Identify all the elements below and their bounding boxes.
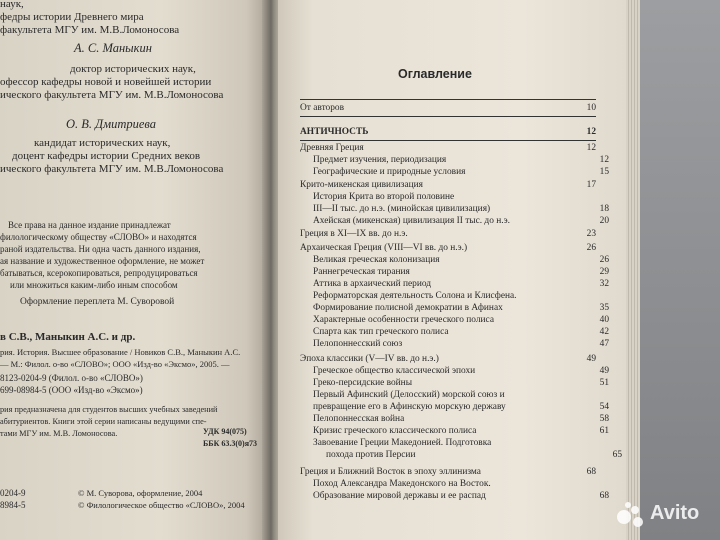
toc-entry: [300, 479, 609, 490]
toc-entry-title: История Крита во второй половине: [313, 192, 455, 202]
bbk: ББК 63.3(0)я73: [203, 439, 258, 448]
toc-entry-page: 47: [599, 339, 609, 349]
toc-entry: [300, 192, 609, 203]
toc-entry: [300, 438, 609, 449]
toc-entry-page: 42: [599, 327, 609, 337]
toc-rule: [300, 140, 596, 141]
cover-design-line: Оформление переплета М. Суворовой: [20, 297, 175, 307]
toc-entry-title: Пелопоннесская война: [313, 414, 405, 424]
toc-entry-page: 12: [586, 143, 596, 153]
toc-entry: [300, 450, 622, 461]
toc-entry-title: Пелопоннесский союз: [313, 339, 403, 349]
toc-entry-page: 61: [599, 426, 609, 436]
toc-entry: [300, 426, 609, 437]
toc-entry-title: Греция в XI—IX вв. до н.э.: [300, 229, 408, 239]
toc-entry-title: Великая греческая колонизация: [313, 255, 440, 265]
copyright-line: © Филологическое общество «СЛОВО», 2004: [78, 500, 245, 510]
toc-entry-title: Поход Александра Македонского на Восток.: [313, 479, 491, 489]
toc-entry: [300, 303, 609, 314]
toc-entry-page: 68: [599, 491, 609, 501]
purpose-line: тами МГУ им. М.В. Ломоносова.: [0, 429, 118, 438]
footer-isbn: 0204-9: [0, 488, 26, 498]
left-page: [0, 0, 268, 540]
toc-entry-page: 49: [586, 354, 596, 364]
toc-entry: [300, 267, 609, 278]
toc-entry: [300, 390, 609, 401]
toc-entry: [300, 366, 609, 377]
toc-entry: [300, 103, 596, 114]
toc-entry: [300, 229, 596, 240]
toc-entry: [300, 291, 609, 302]
toc-entry-title: Крито-микенская цивилизация: [300, 180, 423, 190]
toc-entry-page: 23: [586, 229, 596, 239]
toc-entry-title: Ахейская (микенская) цивилизация II тыс. до н.э.: [313, 216, 510, 226]
page-edges: [626, 0, 640, 540]
toc-entry-title: Архаическая Греция (VIII—VI вв. до н.э.): [300, 243, 468, 253]
copyright-line: © М. Суворова, оформление, 2004: [78, 488, 203, 498]
left-line: федры истории Древнего мира: [0, 11, 144, 23]
avito-text: Avito: [650, 502, 700, 524]
biblio-heading: в С.В., Маныкин А.С. и др.: [0, 331, 136, 343]
toc-entry-page: 26: [599, 255, 609, 265]
rights-line: ая название и художественное оформление, не может: [0, 256, 205, 266]
toc-entry-title: Раннегреческая тирания: [313, 267, 410, 277]
toc-entry-page: 65: [612, 450, 622, 460]
toc-entry: [300, 354, 596, 365]
toc-entry-title: Формирование полисной демократии в Афинах: [313, 303, 503, 313]
toc-entry-title: Завоевание Греции Македонией. Подготовка: [313, 438, 492, 448]
toc-entry-title: Образование мировой державы и ее распад: [313, 491, 486, 501]
udk: УДК 94(075): [203, 427, 247, 436]
left-line: ического факультета МГУ им. М.В.Ломоносова: [0, 89, 224, 101]
rights-line: или множиться каким-либо иным способом: [10, 280, 178, 290]
toc-entry: [300, 180, 596, 191]
toc-entry-title: превращение его в Афинскую морскую державу: [313, 402, 506, 412]
toc-entry-page: 12: [599, 155, 609, 165]
toc-entry-page: 26: [586, 243, 596, 253]
toc-entry-title: Греко-персидские войны: [313, 378, 412, 388]
isbn-line: 8123-0204-9 (Филол. о-во «СЛОВО»): [0, 373, 143, 383]
toc-entry-page: 12: [586, 127, 596, 137]
toc-entry-title: Древняя Греция: [300, 143, 364, 153]
background: [640, 0, 720, 540]
left-line: наук,: [0, 0, 24, 10]
toc-entry-title: От авторов: [300, 103, 345, 113]
purpose-line: абитуриентов. Книги этой серии написаны ведущими спе-: [0, 417, 207, 426]
left-line: факультета МГУ им. М.В.Ломоносова: [0, 24, 180, 36]
toc-entry: [300, 279, 609, 290]
purpose-line: рия предназначена для студентов высших учебных заведений: [0, 405, 218, 414]
toc-entry-page: 49: [599, 366, 609, 376]
toc-entry-title: похода против Персии: [326, 450, 416, 460]
toc-entry-title: Аттика в архаический период: [313, 279, 432, 289]
footer-isbn: 8984-5: [0, 500, 26, 510]
left-line: ического факультета МГУ им. М.В.Ломоносова: [0, 163, 224, 175]
toc-entry-page: 54: [599, 402, 609, 412]
toc-entry-page: 35: [599, 303, 609, 313]
toc-entry: [300, 491, 609, 502]
toc-entry-title: Первый Афинский (Делосский) морской союз и: [313, 390, 505, 400]
toc-entry: [300, 204, 609, 215]
toc-entry: [300, 339, 609, 350]
avito-watermark: [613, 500, 713, 530]
toc-entry: [300, 255, 609, 266]
author-name: А. С. Маныкин: [74, 41, 152, 55]
toc-entry-page: 15: [599, 167, 609, 177]
left-line: кандидат исторических наук,: [34, 137, 171, 149]
biblio-line: рия. История. Высшее образование / Новиков С.В., Маныкин А.С.: [0, 347, 241, 357]
left-line: офессор кафедры новой и новейшей истории: [0, 76, 212, 88]
rights-line: батываться, ксерокопироваться, репродуцироваться: [0, 268, 198, 278]
rights-line: раной издательства. Ни одна часть данного издания,: [0, 244, 201, 254]
toc-entry: [300, 127, 596, 138]
toc-entry: [300, 155, 609, 166]
toc-entry-title: Предмет изучения, периодизация: [313, 155, 447, 165]
right-page: [278, 0, 628, 540]
left-line: доктор исторических наук,: [70, 63, 196, 75]
toc-rule: [300, 99, 596, 100]
toc-entry-page: 40: [599, 315, 609, 325]
toc-entry: [300, 167, 609, 178]
toc-entry-page: 32: [599, 279, 609, 289]
biblio-line: — М.: Филол. о-во «СЛОВО»; ООО «Изд-во «Эксмо», 2005. —: [0, 359, 230, 369]
author-name: О. В. Дмитриева: [66, 117, 157, 131]
toc-entry: [300, 216, 609, 227]
toc-entry-page: 29: [599, 267, 609, 277]
toc-entry: [300, 315, 609, 326]
toc-entry-title: Реформаторская деятельность Солона и Клисфена.: [313, 291, 517, 301]
isbn-line: 699-08984-5 (ООО «Изд-во «Эксмо»): [0, 385, 143, 395]
toc-entry-page: 58: [599, 414, 609, 424]
toc-rule: [300, 116, 596, 117]
toc-entry-title: Греческое общество классической эпохи: [313, 366, 476, 376]
toc-entry: [300, 378, 609, 389]
toc-entry-page: 18: [599, 204, 609, 214]
toc-entry-title: Спарта как тип греческого полиса: [313, 327, 449, 337]
toc-entry-page: 17: [586, 180, 596, 190]
toc-entry-title: III—II тыс. до н.э. (минойская цивилизация): [313, 204, 491, 214]
toc-entry: [300, 414, 609, 425]
toc-entry: [300, 327, 609, 338]
toc-entry: [300, 467, 596, 478]
rights-line: Все права на данное издание принадлежат: [8, 220, 171, 230]
toc-entry: [300, 243, 596, 254]
toc-entry: [300, 143, 596, 154]
toc-entry-title: Географические и природные условия: [313, 167, 466, 177]
toc-entry-title: Кризис греческого классического полиса: [313, 426, 477, 436]
rights-line: филологическому обществу «СЛОВО» и находятся: [0, 232, 197, 242]
toc-entry-title: Характерные особенности греческого полиса: [313, 315, 494, 325]
toc-entry-title: Эпоха классики (V—IV вв. до н.э.): [300, 354, 439, 364]
toc-entry-page: 10: [586, 103, 596, 113]
toc-entry-title: Греция и Ближний Восток в эпоху эллинизма: [300, 467, 481, 477]
toc-entry-page: 51: [599, 378, 609, 388]
toc-title: Оглавление: [398, 67, 472, 81]
toc-entry: [300, 402, 609, 413]
left-line: доцент кафедры истории Средних веков: [12, 150, 201, 162]
toc-entry-page: 20: [599, 216, 609, 226]
toc-entry-title: АНТИЧНОСТЬ: [300, 127, 369, 137]
toc-entry-page: 68: [586, 467, 596, 477]
